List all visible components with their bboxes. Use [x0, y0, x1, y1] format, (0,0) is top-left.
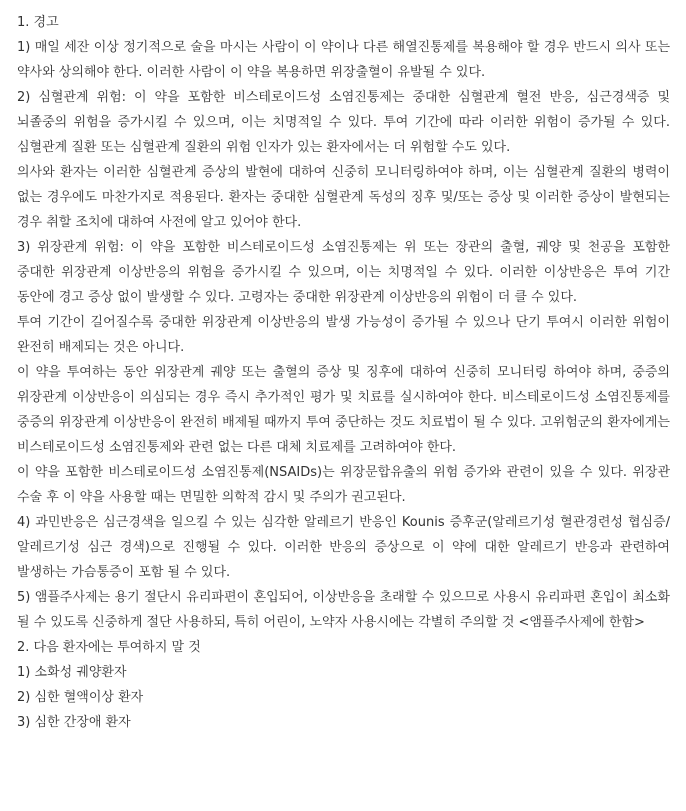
warning-item-gastrointestinal: 3) 위장관계 위험: 이 약을 포함한 비스테로이드성 소염진통제는 위 또는 장관의 출혈, 궤양 및 천공을 포함한 중대한 위장관계 이상반응의 위험을 증가시킬 수 있으며, 이는 치명적일 수 있다. 이러한 이상반응은 투여 기간 동안에 경고 증상 없이 발생할 수 있다. 고령자는 중대한 위장관계 이상반응의 위험이 더 클 수 있다.: [17, 240, 670, 305]
warning-item-cardiovascular: 2) 심혈관계 위험: 이 약을 포함한 비스테로이드성 소염진통제는 중대한 심혈관계 혈전 반응, 심근경색증 및 뇌졸중의 위험을 증가시킬 수 있으며, 이는 치명적일 수 있다. 투여 기간에 따라 이러한 위험이 증가될 수 있다. 심혈관계 질환 또는 심혈관계 질환의 위험 인자가 있는 환자에서는 더 위험할 수도 있다.: [17, 90, 670, 155]
warning-paragraph-duration: 투여 기간이 길어질수록 중대한 위장관계 이상반응의 발생 가능성이 증가될 수 있으나 단기 투여시 이러한 위험이 완전히 배제되는 것은 아니다.: [17, 315, 670, 355]
warning-paragraph-gi-monitoring: 이 약을 투여하는 동안 위장관계 궤양 또는 출혈의 증상 및 징후에 대하여 신중히 모니터링 하여야 하며, 중증의 위장관계 이상반응이 의심되는 경우 즉시 추가적인 평가 및 치료를 실시하여야 한다. 비스테로이드성 소염진통제를 중증의 위장관계 이상반응이 완전히 배제될 때까지 투여 중단하는 것도 치료법이 될 수 있다. 고위험군의 환자에게는 비스테로이드성 소염진통제와 관련 없는 다른 대체 치료제를 고려하여야 한다.: [17, 365, 670, 455]
warning-paragraph-cardiovascular-monitoring: 의사와 환자는 이러한 심혈관계 증상의 발현에 대하여 신중히 모니터링하여야 하며, 이는 심혈관계 질환의 병력이 없는 경우에도 마찬가지로 적용된다. 환자는 중대한 심혈관계 독성의 징후 및/또는 증상 및 이러한 증상이 발현되는 경우 취할 조치에 대하여 사전에 알고 있어야 한다.: [17, 165, 670, 230]
contraindication-item: 2) 심한 혈액이상 환자: [17, 690, 144, 705]
warning-item-alcohol: 1) 매일 세잔 이상 정기적으로 술을 마시는 사람이 이 약이나 다른 해열진통제를 복용해야 할 경우 반드시 의사 또는 약사와 상의해야 한다. 이러한 사람이 이 약을 복용하면 위장출혈이 유발될 수 있다.: [17, 40, 670, 80]
warning-paragraph-nsaids-anastomotic: 이 약을 포함한 비스테로이드성 소염진통제(NSAIDs)는 위장문합유출의 위험 증가와 관련이 있을 수 있다. 위장관 수술 후 이 약을 사용할 때는 면밀한 의학적 감시 및 주의가 권고된다.: [17, 465, 670, 505]
warning-item-ampoule: 5) 앰플주사제는 용기 절단시 유리파편이 혼입되어, 이상반응을 초래할 수 있으므로 사용시 유리파편 혼입이 최소화 될 수 있도록 신중하게 절단 사용하되, 특히 어린이, 노약자 사용시에는 각별히 주의할 것 <앰플주사제에 한함>: [17, 590, 670, 630]
contraindication-item: 1) 소화성 궤양환자: [17, 665, 127, 680]
section-heading-contraindications: 2. 다음 환자에는 투여하지 말 것: [17, 640, 201, 655]
section-heading-warnings: 1. 경고: [17, 15, 59, 30]
warning-item-hypersensitivity: 4) 과민반응은 심근경색을 일으킬 수 있는 심각한 알레르기 반응인 Kounis 증후군(알레르기성 혈관경련성 협심증/알레르기성 심근 경색)으로 진행될 수 있다. 이러한 반응의 증상으로 이 약에 대한 알레르기 반응과 관련하여 발생하는 가슴통증이 포함 될 수 있다.: [17, 515, 670, 580]
contraindication-item: 3) 심한 간장애 환자: [17, 715, 131, 730]
